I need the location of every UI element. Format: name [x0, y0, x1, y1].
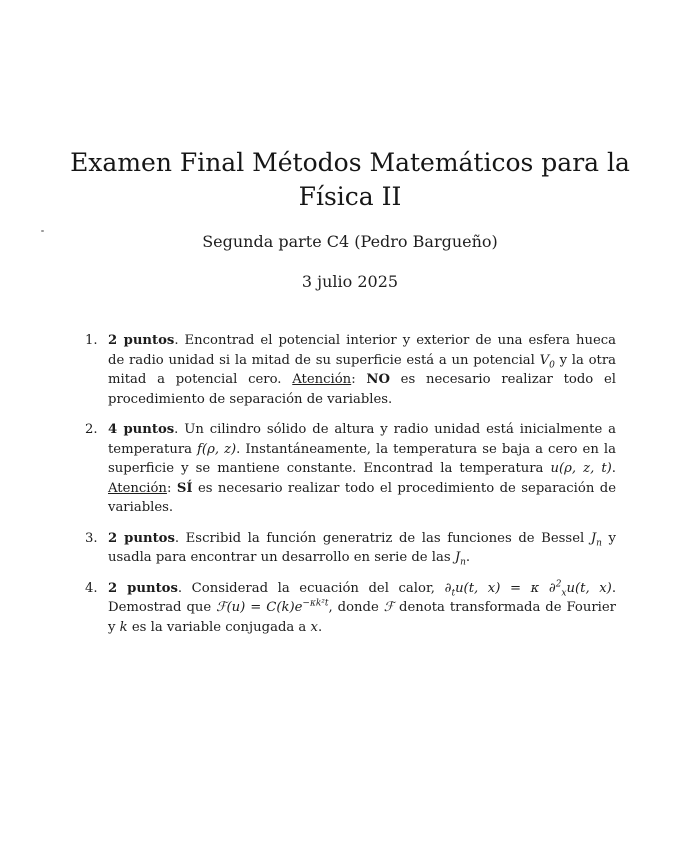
exam-title	[60, 146, 640, 214]
math-u-rho-z-t: u(ρ, z, t)	[550, 461, 612, 476]
problem-text: . Instantáneamente, la temperatura se baja a cero en la superficie y se mantiene constante. Encontrad la temperatura	[108, 441, 616, 476]
problem-text: .	[465, 550, 471, 565]
attention-label: Atención	[108, 480, 167, 496]
exam-title-line-2: Física II	[298, 182, 402, 211]
problem-text: y usadla para encontrar un desarrollo en serie de las	[108, 530, 616, 565]
math-v0: $V_0$	[539, 352, 555, 371]
math-heat-equation: $\partial_tu(t$, x) = κ ∂$^2_x$u(t, x)	[444, 579, 612, 599]
problem-text: y la otra mitad a potencial cero.	[108, 352, 616, 387]
problem-text: :	[351, 372, 367, 387]
math-jn: $J_n$	[454, 550, 466, 568]
problem-number: 2.	[85, 422, 98, 437]
problem-points: 4 puntos	[108, 422, 175, 437]
math-x: x	[310, 619, 318, 635]
problem-points: 2 puntos	[108, 530, 175, 546]
exam-subtitle: Segunda parte C4 (Pedro Bargueño)	[202, 232, 498, 251]
attention-label: Atención	[292, 372, 352, 387]
problem-text: . Un cilindro sólido de altura y radio unidad está inicialmente a temperatura	[108, 422, 616, 457]
problem-4	[85, 579, 616, 638]
problem-list	[85, 331, 616, 637]
emphasis-si: SÍ	[176, 480, 193, 496]
exam-date: 3 julio 2025	[301, 272, 399, 291]
problem-points: 2 puntos	[108, 580, 178, 596]
problem-points: 2 puntos	[108, 333, 175, 348]
problem-text: :	[166, 480, 177, 496]
emphasis-no: NO	[366, 372, 390, 387]
math-f-rho-z: f(ρ, z)	[197, 441, 237, 457]
problem-1	[85, 331, 616, 409]
math-fourier-result: ℱ(u) = $C(k)e^{-\kappa k^2t}$	[216, 598, 329, 615]
scan-speck	[41, 230, 44, 232]
problem-number: 3.	[85, 530, 98, 546]
problem-text: . Escribid la función generatriz de las funciones de Bessel	[174, 530, 591, 546]
problem-text: , donde	[328, 600, 384, 615]
problem-text: . Considerad la ecuación del calor,	[177, 580, 445, 596]
exam-title-line-1: Examen Final Métodos Matemáticos para la	[70, 148, 630, 177]
problem-number: 4.	[85, 580, 98, 596]
math-fourier-symbol: ℱ	[383, 600, 395, 615]
math-jn: $J_n$	[590, 530, 602, 549]
problem-text: .	[317, 619, 323, 635]
problem-2	[85, 420, 616, 518]
problem-text: denota transformada de Fourier y	[108, 600, 616, 635]
problem-text: es la variable conjugada a	[127, 619, 311, 635]
problem-text: es necesario realizar todo el procedimiento de separación de variables.	[108, 480, 617, 515]
problem-3	[85, 529, 616, 568]
problem-text: es necesario realizar todo el procedimiento de separación de variables.	[108, 372, 616, 407]
problem-text: . Demostrad que	[108, 580, 617, 615]
problem-text: .	[611, 461, 616, 476]
problem-text: . Encontrad el potencial interior y exterior de una esfera hueca de radio unidad si la mitad de su superficie está a un potencial	[108, 333, 616, 368]
problem-number: 1.	[85, 333, 98, 348]
math-k: k	[119, 619, 128, 635]
